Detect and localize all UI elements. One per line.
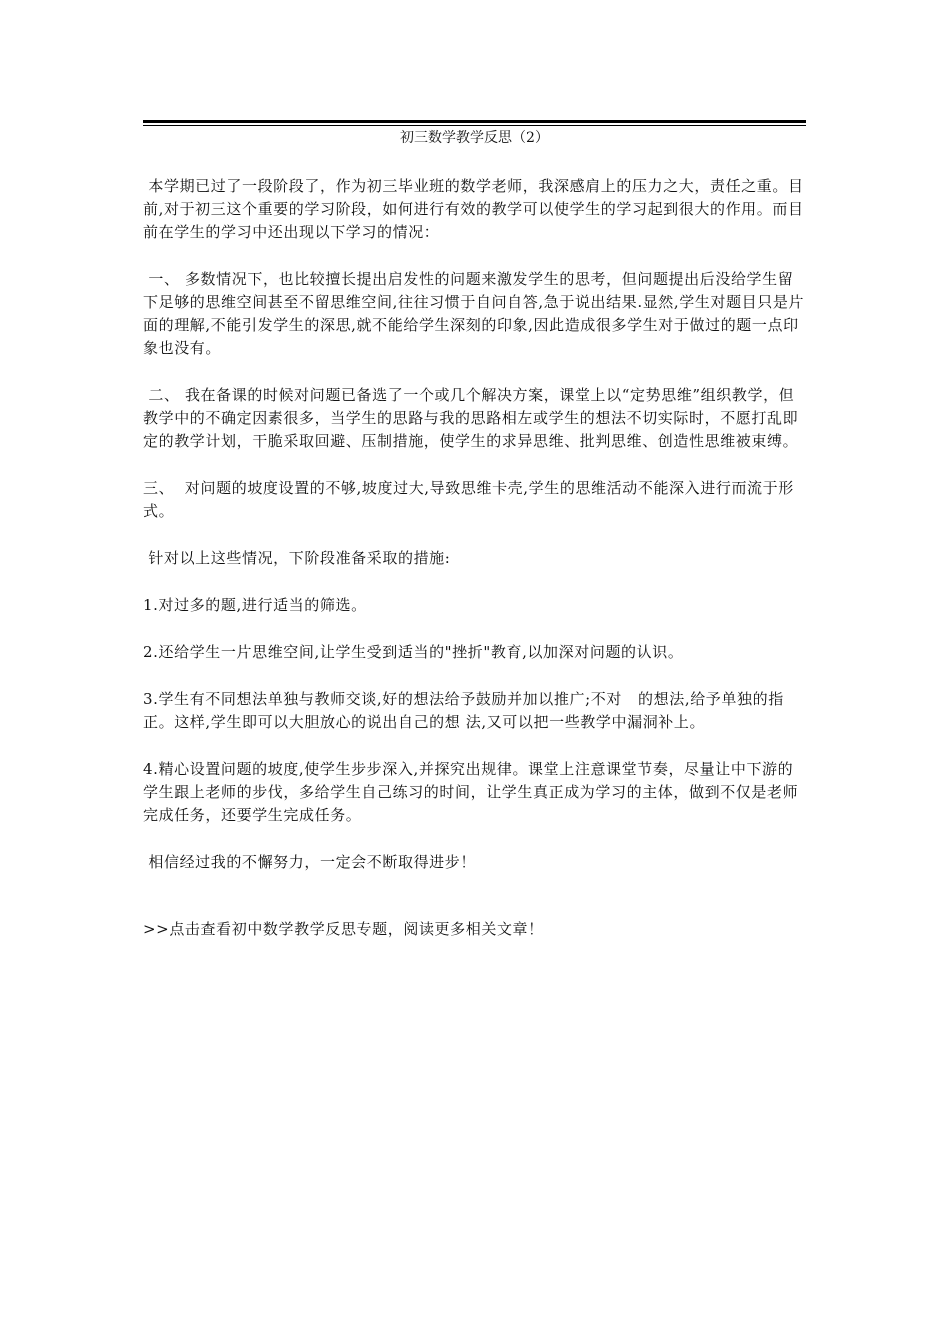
- header-rule-thick: [143, 120, 806, 123]
- related-articles-link[interactable]: >>点击查看初中数学教学反思专题，阅读更多相关文章！: [143, 920, 544, 938]
- paragraph-intro: 本学期已过了一段阶段了，作为初三毕业班的数学老师，我深感肩上的压力之大，责任之重。目前,对于初三这个重要的学习阶段，如何进行有效的教学可以使学生的学习起到很大的作用。而目前在学生的学习中还出现以下学习的情况：: [143, 177, 804, 241]
- paragraph-point-2: 二、 我在备课的时候对问题已备选了一个或几个解决方案，课堂上以“定势思维”组织教学，但教学中的不确定因素很多，当学生的思路与我的思路相左或学生的想法不切实际时，不愿打乱即定的教学计划，干脆采取回避、压制措施，使学生的求异思维、批判思维、创造性思维被束缚。: [143, 386, 799, 450]
- header-rule-thin: [143, 125, 806, 126]
- paragraph-measure-1: 1.对过多的题,进行适当的筛选。: [143, 596, 367, 614]
- paragraph-point-3: 三、 对问题的坡度设置的不够,坡度过大,导致思维卡壳,学生的思维活动不能深入进行而流于形式。: [143, 479, 794, 520]
- paragraph-measure-2: 2.还给学生一片思维空间,让学生受到适当的"挫折"教育,以加深对问题的认识。: [143, 643, 684, 661]
- paragraph-point-1: 一、 多数情况下，也比较擅长提出启发性的问题来激发学生的思考，但问题提出后没给学生留下足够的思维空间甚至不留思维空间,往往习惯于自问自答,急于说出结果.显然,学生对题目只是片面的理解,不能引发学生的深思,就不能给学生深刻的印象,因此造成很多学生对于做过的题一点印象也没有。: [143, 270, 805, 357]
- paragraph-measure-4: 4.精心设置问题的坡度,使学生步步深入,并探究出规律。课堂上注意课堂节奏，尽量让中下游的学生跟上老师的步伐，多给学生自己练习的时间，让学生真正成为学习的主体，做到不仅是老师完成任务，还要学生完成任务。: [143, 760, 799, 824]
- paragraph-measure-3: 3.学生有不同想法单独与教师交谈,好的想法给予鼓励并加以推广;不对 的想法,给予单独的指正。这样,学生即可以大胆放心的说出自己的想 法,又可以把一些教学中漏洞补上。: [143, 690, 784, 731]
- paragraph-closing: 相信经过我的不懈努力，一定会不断取得进步！: [143, 853, 476, 871]
- paragraph-measures-intro: 针对以上这些情况，下阶段准备采取的措施:: [143, 549, 451, 567]
- document-body: [143, 175, 808, 965]
- document-title: 初三数学教学反思（2）: [400, 130, 549, 146]
